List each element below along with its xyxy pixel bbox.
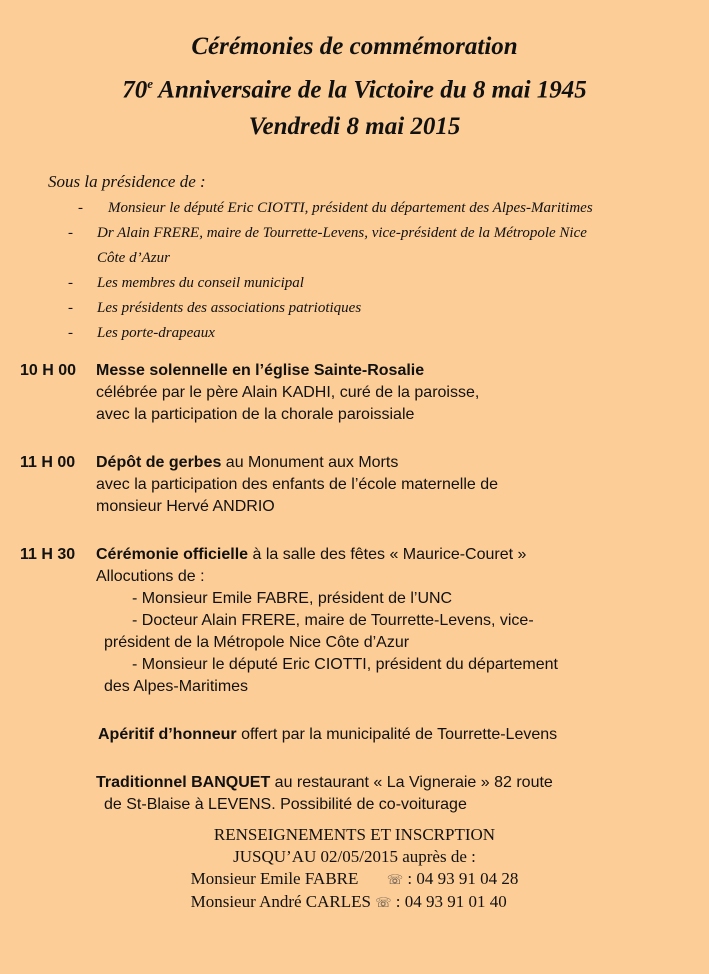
list-item (0, 271, 709, 296)
list-text: Les présidents des associations patriotiques (97, 300, 362, 316)
aperitif-line (98, 724, 680, 746)
event-time: 11 H 00 (20, 454, 76, 471)
list-dash: - (68, 225, 73, 241)
title-line-1: Cérémonies de commémoration (191, 33, 518, 60)
banquet-line-2: de St-Blaise à LEVENS. Possibilité de co-voiturage (104, 796, 467, 813)
title-number: 70 (122, 76, 148, 104)
phone-icon: ☏ (386, 872, 404, 887)
allocution-item-cont: des Alpes-Maritimes (104, 678, 249, 695)
list-text: Les porte-drapeaux (97, 325, 215, 341)
list-dash: - (68, 325, 73, 341)
allocution-item: - Monsieur le député Eric CIOTTI, président du département (132, 656, 558, 673)
banquet-rest: au restaurant « La Vigneraie » 82 route (270, 774, 553, 791)
title-line-2 (0, 65, 709, 108)
registration-heading: RENSEIGNEMENTS ET INSCRPTION (213, 825, 496, 844)
event-line: avec la participation des enfants de l’école maternelle de (96, 476, 499, 493)
list-text: Les membres du conseil municipal (97, 275, 304, 291)
presidence-list (0, 196, 709, 346)
contact-name: Monsieur Emile FABRE (190, 869, 359, 888)
schedule-ceremonie (20, 544, 680, 698)
list-dash: - (68, 275, 73, 291)
event-line: monsieur Hervé ANDRIO (96, 498, 275, 515)
event-title-line (96, 452, 680, 474)
list-dash: - (78, 200, 83, 216)
banquet-line (96, 772, 680, 794)
schedule-banquet (20, 772, 680, 816)
page-title (0, 28, 709, 145)
list-text: Côte d’Azur (97, 250, 170, 266)
title-superscript: e (147, 76, 153, 91)
event-title: Dépôt de gerbes (96, 454, 222, 471)
aperitif-rest: offert par la municipalité de Tourrette-Levens (236, 726, 558, 743)
allocution-item-cont: président de la Métropole Nice Côte d’Azur (104, 634, 410, 651)
event-title-rest: au Monument aux Morts (221, 454, 399, 471)
schedule-aperitif (20, 724, 680, 746)
contact-phone: : 04 93 91 01 40 (395, 892, 507, 911)
registration-info (0, 824, 709, 914)
title-rest: Anniversaire de la Victoire du 8 mai 1945 (152, 76, 587, 104)
list-dash: - (68, 300, 73, 316)
schedule-gerbes (20, 452, 680, 518)
phone-icon: ☏ (375, 895, 392, 910)
event-title-rest: à la salle des fêtes « Maurice-Couret » (248, 546, 527, 563)
registration-deadline: JUSQU’AU 02/05/2015 auprès de : (233, 847, 476, 866)
contact-name: Monsieur André CARLES (190, 892, 371, 911)
list-item (0, 196, 709, 221)
allocution-item: - Monsieur Emile FABRE, président de l’UNC (132, 590, 453, 607)
list-item (0, 321, 709, 346)
banquet-title: Traditionnel BANQUET (96, 774, 271, 791)
event-line: avec la participation de la chorale paroissiale (96, 406, 415, 423)
title-line-3: Vendredi 8 mai 2015 (248, 113, 461, 141)
event-title: Messe solennelle en l’église Sainte-Rosalie (96, 362, 425, 379)
contact-phone: : 04 93 91 04 28 (407, 869, 519, 888)
event-title: Cérémonie officielle (96, 546, 249, 563)
aperitif-title: Apéritif d’honneur (98, 726, 237, 743)
contact-row (191, 868, 519, 891)
contact-row (191, 891, 519, 914)
list-item (0, 296, 709, 321)
allocution-item: - Docteur Alain FRERE, maire de Tourrette-Levens, vice- (132, 612, 534, 629)
schedule (20, 360, 680, 816)
contact-list (191, 868, 519, 914)
presidence-heading: Sous la présidence de : (48, 172, 206, 191)
event-line: Allocutions de : (96, 568, 205, 585)
list-item (0, 246, 709, 271)
event-title-line (96, 544, 680, 566)
event-line: célébrée par le père Alain KADHI, curé de la paroisse, (96, 384, 480, 401)
list-text: Dr Alain FRERE, maire de Tourrette-Levens, vice-président de la Métropole Nice (97, 225, 587, 241)
schedule-messe (20, 360, 680, 426)
event-time: 10 H 00 (20, 362, 77, 379)
event-time: 11 H 30 (20, 546, 76, 563)
list-text: Monsieur le député Eric CIOTTI, président du département des Alpes-Maritimes (108, 200, 593, 216)
list-item (0, 221, 709, 246)
